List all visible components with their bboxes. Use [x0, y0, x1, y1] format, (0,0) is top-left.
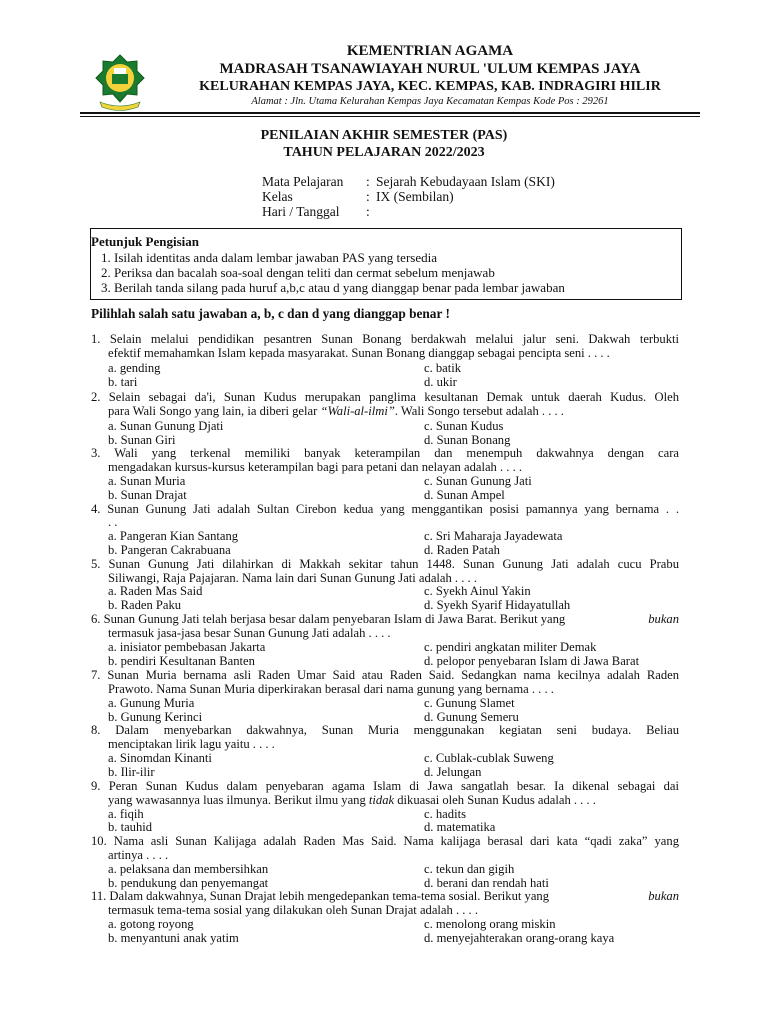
question-line — [91, 612, 679, 626]
option-a: a. fiqih — [108, 807, 144, 821]
info-value: Sejarah Kebudayaan Islam (SKI) — [376, 174, 555, 189]
option-c: c. Gunung Slamet — [424, 696, 515, 710]
question-line: menciptakan lirik lagu yaitu . . . . — [108, 737, 275, 751]
kemenag-logo-icon — [80, 52, 160, 112]
option-b: b. tari — [108, 375, 138, 389]
option-d: d. ukir — [424, 375, 457, 389]
option-d: d. Jelungan — [424, 765, 482, 779]
question-line: termasuk tema-tema sosial yang dilakukan oleh Sunan Drajat adalah . . . . — [108, 903, 479, 917]
option-c: c. Sri Maharaja Jayadewata — [424, 529, 563, 543]
question-text: 6. Sunan Gunung Jati telah berjasa besar dalam penyebaran Islam di Jawa Barat. Berikut yang — [91, 612, 566, 626]
option-d: d. matematika — [424, 820, 496, 834]
question-line: termasuk jasa-jasa besar Sunan Gunung Jati adalah . . . . — [108, 626, 391, 640]
instruction-item: 3. Berilah tanda silang pada huruf a,b,c atau d yang dianggap benar pada lembar jawaban — [101, 280, 565, 295]
option-c: c. pendiri angkatan militer Demak — [424, 640, 597, 654]
question-line: 4. Sunan Gunung Jati adalah Sultan Cirebon kedua yang menggantikan posisi pamannya yang bernama . . — [91, 502, 679, 516]
info-sep: : — [366, 174, 370, 189]
option-b: b. Ilir-ilir — [108, 765, 155, 779]
question-line: artinya . . . . — [108, 848, 169, 862]
question-line: efektif memahamkan Islam kepada masyarakat. Sunan Bonang dianggap sebagai pencipta seni . . . . — [108, 346, 610, 360]
info-label: Kelas — [262, 189, 293, 204]
academic-year: TAHUN PELAJARAN 2022/2023 — [283, 145, 485, 160]
option-a: a. pelaksana dan membersihkan — [108, 862, 269, 876]
option-d: d. Sunan Bonang — [424, 433, 511, 447]
question-line: 2. Selain sebagai da'i, Sunan Kudus merupakan panglima kesultanan Demak untuk daerah Kudus. Oleh — [91, 390, 679, 404]
instructions-box — [90, 228, 682, 300]
option-b: b. menyantuni anak yatim — [108, 931, 239, 945]
school-address: Alamat : Jln. Utama Kelurahan Kempas Jaya Kecamatan Kempas Kode Pos : 29261 — [251, 96, 609, 107]
option-a: a. gotong royong — [108, 917, 194, 931]
option-b: b. tauhid — [108, 820, 153, 834]
info-sep: : — [366, 189, 370, 204]
instruction-item: 1. Isilah identitas anda dalam lembar jawaban PAS yang tersedia — [101, 250, 437, 265]
option-c: c. menolong orang miskin — [424, 917, 556, 931]
option-d: d. Gunung Semeru — [424, 710, 519, 724]
option-c: c. Cublak-cublak Suweng — [424, 751, 554, 765]
question-text: yang wawasannya luas ilmunya. Berikut ilmu yang — [108, 793, 369, 807]
question-emphasis: “Wali-al-ilmi” — [320, 404, 395, 418]
exam-title: PENILAIAN AKHIR SEMESTER (PAS) — [260, 128, 508, 143]
option-b: b. Pangeran Cakrabuana — [108, 543, 231, 557]
option-c: c. Sunan Gunung Jati — [424, 474, 532, 488]
exam-info — [262, 174, 555, 219]
instructions-title: Petunjuk Pengisian — [91, 234, 199, 249]
option-b: b. pendukung dan penyemangat — [108, 876, 269, 890]
question-line: 1. Selain melalui pendidikan pesantren Sunan Bonang berdakwah melalui jalur seni. Dakwah terbukti — [91, 332, 679, 346]
question-line: 7. Sunan Muria bernama asli Raden Umar Said atau Raden Said. Sedangkan nama kecilnya adalah Raden — [91, 668, 679, 682]
question-emphasis: bukan — [648, 612, 679, 626]
header-divider-thin — [80, 116, 700, 117]
info-value: IX (Sembilan) — [376, 189, 454, 204]
question-line: Siliwangi, Raja Pajajaran. Nama lain dari Sunan Gunung Jati adalah . . . . — [108, 571, 477, 585]
question-emphasis: tidak — [368, 793, 395, 807]
school-name: MADRASAH TSANAWIAYAH NURUL 'ULUM KEMPAS JAYA — [219, 61, 641, 77]
question-line — [91, 889, 679, 903]
option-a: a. Sinomdan Kinanti — [108, 751, 212, 765]
option-b: b. Gunung Kerinci — [108, 710, 203, 724]
option-b: b. pendiri Kesultanan Banten — [108, 654, 255, 668]
question-line — [108, 793, 596, 807]
question-line: 5. Sunan Gunung Jati dilahirkan di Makkah sekitar tahun 1448. Sunan Gunung Jati adalah cucu Prabu — [91, 557, 679, 571]
option-a: a. Gunung Muria — [108, 696, 195, 710]
question-text: dikuasai oleh Sunan Kudus adalah . . . . — [394, 793, 596, 807]
info-label: Mata Pelajaran — [262, 174, 344, 189]
question-line — [108, 404, 564, 418]
option-a: a. Pangeran Kian Santang — [108, 529, 239, 543]
option-d: d. pelopor penyebaran Islam di Jawa Barat — [424, 654, 640, 668]
option-a: a. gending — [108, 361, 161, 375]
question-text: 11. Dalam dakwahnya, Sunan Drajat lebih mengedepankan tema-tema sosial. Berikut yang — [91, 889, 550, 903]
answer-prompt: Pilihlah salah satu jawaban a, b, c dan d yang dianggap benar ! — [91, 306, 450, 321]
option-c: c. Syekh Ainul Yakin — [424, 584, 531, 598]
question-line: mengadakan kursus-kursus keterampilan bagi para petani dan nelayan adalah . . . . — [108, 460, 523, 474]
header-divider — [80, 112, 700, 114]
info-label: Hari / Tanggal — [262, 204, 340, 219]
info-sep: : — [366, 204, 370, 219]
school-district: KELURAHAN KEMPAS JAYA, KEC. KEMPAS, KAB. INDRAGIRI HILIR — [199, 79, 661, 94]
info-row-subject — [262, 174, 555, 189]
option-b: b. Raden Paku — [108, 598, 182, 612]
option-c: c. tekun dan gigih — [424, 862, 515, 876]
instruction-item: 2. Periksa dan bacalah soa-soal dengan teliti dan cermat sebelum menjawab — [101, 265, 495, 280]
option-b: b. Sunan Drajat — [108, 488, 187, 502]
question-line: . . — [108, 515, 118, 529]
question-text: para Wali Songo yang lain, ia diberi gelar — [108, 404, 321, 418]
question-line: 10. Nama asli Sunan Kalijaga adalah Raden Mas Said. Nama kalijaga berasal dari kata “qadi zaka” yang — [91, 834, 679, 848]
question-line: 3. Wali yang terkenal memiliki banyak keterampilan dan menempuh dakwahnya dengan cara — [91, 446, 679, 460]
question-text: . Wali Songo tersebut adalah . . . . — [394, 404, 564, 418]
option-b: b. Sunan Giri — [108, 433, 176, 447]
option-d: d. menyejahterakan orang-orang kaya — [424, 931, 615, 945]
option-d: d. Sunan Ampel — [424, 488, 505, 502]
option-d: d. Raden Patah — [424, 543, 500, 557]
question-line: Prawoto. Nama Sunan Muria diperkirakan berasal dari nama gunung yang bernama . . . . — [108, 682, 554, 696]
option-a: a. inisiator pembebasan Jakarta — [108, 640, 266, 654]
option-c: c. batik — [424, 361, 462, 375]
question-emphasis: bukan — [648, 889, 679, 903]
option-a: a. Sunan Muria — [108, 474, 186, 488]
info-row-date — [262, 204, 555, 219]
option-d: d. berani dan rendah hati — [424, 876, 549, 890]
option-c: c. Sunan Kudus — [424, 419, 504, 433]
question-line: 8. Dalam menyebarkan dakwahnya, Sunan Muria menggunakan kegiatan seni budaya. Beliau — [91, 723, 679, 737]
option-c: c. hadits — [424, 807, 466, 821]
question-line: 9. Peran Sunan Kudus dalam penyebaran agama Islam di Jawa sangatlah besar. Ia dikenal sebagai dai — [91, 779, 679, 793]
ministry-name: KEMENTRIAN AGAMA — [346, 43, 514, 59]
option-d: d. Syekh Syarif Hidayatullah — [424, 598, 571, 612]
option-a: a. Raden Mas Said — [108, 584, 203, 598]
info-row-class — [262, 189, 555, 204]
option-a: a. Sunan Gunung Djati — [108, 419, 224, 433]
